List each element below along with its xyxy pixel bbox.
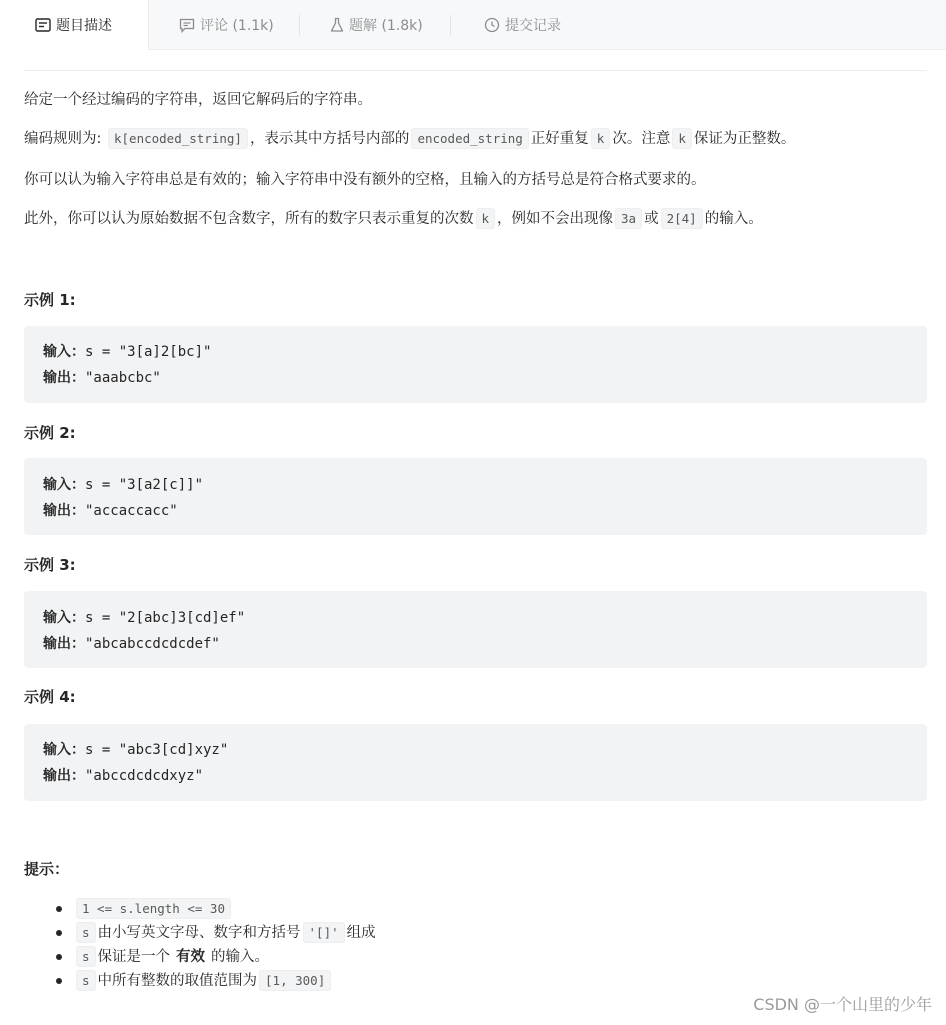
inline-code: [1, 300] xyxy=(259,970,331,991)
example-2-title: 示例 2: xyxy=(24,424,76,442)
example-3-title: 示例 3: xyxy=(24,556,76,574)
hints-title: 提示： xyxy=(24,860,70,878)
example-3-box xyxy=(24,591,927,668)
tab-solutions[interactable] xyxy=(330,0,423,50)
example-output: 输出："abccdcdcdxyz" xyxy=(43,768,204,784)
inline-code: k xyxy=(591,128,611,149)
bullet xyxy=(56,954,62,960)
bullet xyxy=(56,930,62,936)
inline-code: k xyxy=(476,208,496,229)
example-4-title: 示例 4: xyxy=(24,688,76,706)
example-output: 输出："aaabcbc" xyxy=(43,370,161,386)
example-output: 输出："accaccacc" xyxy=(43,503,178,519)
tab-label: 提交记录 xyxy=(505,18,561,34)
hints-list xyxy=(50,897,376,993)
inline-code: 3a xyxy=(615,208,642,229)
clock-icon xyxy=(484,17,500,33)
inline-code: 2[4] xyxy=(661,208,703,229)
inline-code: s xyxy=(76,970,96,991)
description-paragraph-1: 给定一个经过编码的字符串，返回它解码后的字符串。 xyxy=(24,92,372,108)
tab-label: 题解 (1.8k) xyxy=(349,18,423,34)
example-input: 输入：s = "3[a2[c]]" xyxy=(43,477,204,493)
inline-code: s xyxy=(76,922,96,943)
flask-icon xyxy=(330,17,344,33)
list-item: s 保证是一个 有效 的输入。 xyxy=(50,945,376,969)
description-icon xyxy=(35,18,51,32)
list-item: s 中所有整数的取值范围为 [1, 300] xyxy=(50,969,376,993)
inline-code: s xyxy=(76,946,96,967)
divider xyxy=(24,70,927,71)
description-paragraph-4: 此外，你可以认为原始数据不包含数字，所有的数字只表示重复的次数 k ，例如不会出现像 3a 或 2[4] 的输入。 xyxy=(24,208,763,230)
inline-code: k[encoded_string] xyxy=(108,128,248,149)
bullet xyxy=(56,978,62,984)
tab-description[interactable] xyxy=(0,0,149,50)
tab-submissions[interactable] xyxy=(484,0,561,50)
list-item: s 由小写英文字母、数字和方括号 '[]' 组成 xyxy=(50,921,376,945)
example-1-title: 示例 1: xyxy=(24,291,76,309)
tab-comments[interactable] xyxy=(179,0,274,50)
bullet xyxy=(56,906,62,912)
list-item xyxy=(50,897,376,921)
example-2-box xyxy=(24,458,927,535)
watermark: CSDN @一个山里的少年 xyxy=(753,995,932,1014)
example-input: 输入：s = "abc3[cd]xyz" xyxy=(43,742,229,758)
example-output: 输出："abcabccdcdcdef" xyxy=(43,636,220,652)
example-4-box xyxy=(24,724,927,801)
example-1-box xyxy=(24,326,927,403)
description-paragraph-3: 你可以认为输入字符串总是有效的；输入字符串中没有额外的空格，且输入的方括号总是符合格式要求的。 xyxy=(24,172,706,188)
tab-label: 评论 (1.1k) xyxy=(200,18,274,34)
example-input: 输入：s = "2[abc]3[cd]ef" xyxy=(43,610,246,626)
tab-divider xyxy=(299,15,300,35)
inline-code: '[]' xyxy=(303,922,345,943)
tab-label: 题目描述 xyxy=(56,18,112,34)
comment-icon xyxy=(179,18,195,33)
tab-bar xyxy=(0,0,946,50)
inline-code: k xyxy=(672,128,692,149)
inline-code: 1 <= s.length <= 30 xyxy=(76,898,231,919)
example-input: 输入：s = "3[a]2[bc]" xyxy=(43,344,212,360)
description-paragraph-2: 编码规则为: k[encoded_string] ，表示其中方括号内部的 encoded_string 正好重复 k 次。注意 k 保证为正整数。 xyxy=(24,128,795,150)
inline-code: encoded_string xyxy=(411,128,528,149)
tab-divider xyxy=(450,15,451,35)
